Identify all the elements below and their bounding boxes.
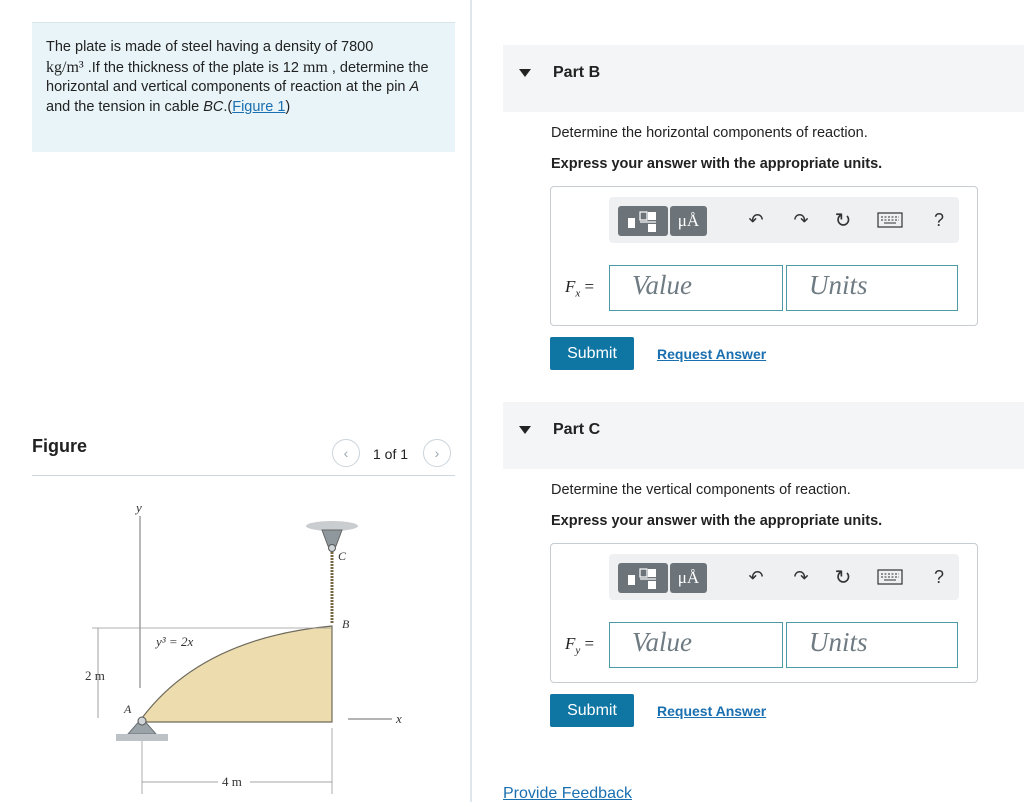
prev-figure-button[interactable] xyxy=(332,439,360,467)
part-b-answer-box xyxy=(550,186,978,326)
help-button[interactable]: ? xyxy=(933,566,944,587)
units-button[interactable]: μÅ xyxy=(670,206,707,236)
figure-header xyxy=(32,436,455,476)
point-c-label: C xyxy=(338,549,347,563)
undo-button[interactable] xyxy=(742,205,770,235)
undo-icon: ↶ xyxy=(748,209,764,230)
thickness-unit: mm xyxy=(302,58,328,76)
plate-diagram xyxy=(32,478,455,802)
part-c-units-input[interactable]: Units xyxy=(786,622,958,668)
provide-feedback-link[interactable]: Provide Feedback xyxy=(503,785,632,802)
pin-c xyxy=(329,545,336,552)
units-button[interactable]: μÅ xyxy=(670,563,707,593)
part-c-label: Part C xyxy=(553,421,601,438)
x-axis-label: x xyxy=(396,711,402,726)
part-c-question: Determine the vertical components of reaction. xyxy=(551,482,851,498)
redo-button[interactable] xyxy=(787,205,815,235)
width-dimension-label: 4 m xyxy=(222,774,242,789)
redo-icon: ↷ xyxy=(793,209,809,230)
point-a-label: A xyxy=(124,702,132,716)
part-c-value-input[interactable]: Value xyxy=(609,622,783,668)
keyboard-button[interactable] xyxy=(873,562,907,592)
reset-icon: ↻ xyxy=(834,566,852,589)
ceiling-bracket xyxy=(322,530,342,546)
help-button[interactable]: ? xyxy=(933,209,944,230)
part-b-units-input[interactable]: Units xyxy=(786,265,958,311)
part-b-submit-button[interactable]: Submit xyxy=(550,337,634,370)
part-c-submit-button[interactable]: Submit xyxy=(550,694,634,727)
redo-button[interactable] xyxy=(787,562,815,592)
part-c-answer-box xyxy=(550,543,978,683)
caret-down-icon xyxy=(519,69,531,77)
undo-button[interactable] xyxy=(742,562,770,592)
templates-button[interactable] xyxy=(618,206,668,236)
height-dimension-label: 2 m xyxy=(85,668,105,683)
ground-a xyxy=(116,734,168,741)
figure-link[interactable]: Figure 1 xyxy=(232,98,286,115)
density-unit: kg/m³ xyxy=(46,58,84,76)
caret-down-icon xyxy=(519,426,531,434)
figure-diagram xyxy=(32,478,455,802)
part-c-request-answer-link[interactable]: Request Answer xyxy=(657,703,767,719)
chevron-right-icon: › xyxy=(434,445,440,461)
pin-a xyxy=(138,717,146,725)
reset-button[interactable] xyxy=(829,562,857,592)
part-c-variable: $F_y$ = xyxy=(565,634,595,657)
left-panel xyxy=(0,0,472,802)
keyboard-button[interactable] xyxy=(873,205,907,235)
problem-statement: The plate is made of steel having a density of 7800 kg/m³ .If the thickness of the plate is 12 mm , determine the horizontal and vertical components of reaction at the pin A and the tension in cable BC.(Figure 1) xyxy=(32,22,455,152)
reset-button[interactable] xyxy=(829,205,857,235)
point-b-label: B xyxy=(342,617,350,631)
next-figure-button[interactable] xyxy=(423,439,451,467)
part-c-instruction: Express your answer with the appropriate units. xyxy=(551,513,883,529)
curve-equation-label: y³ = 2x xyxy=(156,634,194,649)
part-b-question: Determine the horizontal components of reaction. xyxy=(551,125,868,141)
undo-icon: ↶ xyxy=(748,566,764,587)
part-b-value-input[interactable]: Value xyxy=(609,265,783,311)
chevron-left-icon: ‹ xyxy=(343,445,349,461)
panel-divider xyxy=(470,0,472,802)
y-axis-label: y xyxy=(136,500,142,515)
redo-icon: ↷ xyxy=(793,566,809,587)
part-b-variable: $F_x$ = xyxy=(565,277,595,300)
templates-icon xyxy=(618,206,668,236)
part-b-label: Part B xyxy=(553,64,601,81)
part-b-instruction: Express your answer with the appropriate units. xyxy=(551,156,883,172)
reset-icon: ↻ xyxy=(834,209,852,232)
part-c-toolbar xyxy=(609,554,959,600)
figure-pager: 1 of 1 xyxy=(373,446,409,462)
part-b-request-answer-link[interactable]: Request Answer xyxy=(657,346,767,362)
part-c-header[interactable] xyxy=(503,402,1024,469)
figure-title: Figure xyxy=(32,436,88,456)
keyboard-icon xyxy=(877,569,903,585)
part-b-toolbar xyxy=(609,197,959,243)
keyboard-icon xyxy=(877,212,903,228)
templates-button[interactable] xyxy=(618,563,668,593)
templates-icon xyxy=(618,563,668,593)
part-b-header[interactable] xyxy=(503,45,1024,112)
